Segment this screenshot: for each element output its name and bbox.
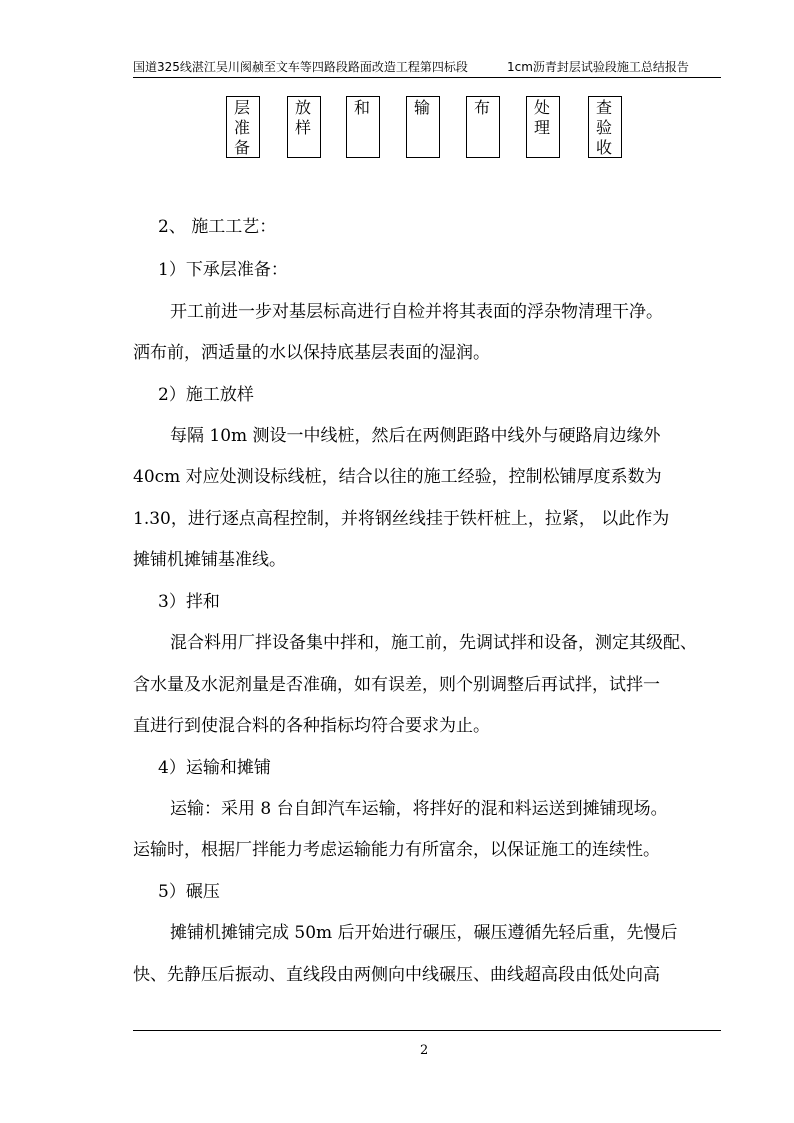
paragraph-line: 直进行到使混合料的各种指标均符合要求为止。 bbox=[133, 716, 490, 736]
flow-box-7 bbox=[588, 96, 622, 158]
paragraph-line: 摊铺机摊铺基准线。 bbox=[133, 550, 286, 570]
page-number: 2 bbox=[420, 1043, 429, 1058]
subheading: 5）碾压 bbox=[158, 882, 220, 902]
paragraph-line: 含水量及水泥剂量是否准确，如有误差，则个别调整后再试拌，试拌一 bbox=[133, 675, 660, 695]
flow-box-char: 查 bbox=[596, 98, 613, 117]
flow-box-char: 验 bbox=[596, 118, 613, 137]
flow-box-5 bbox=[466, 96, 500, 158]
flow-box-1 bbox=[226, 96, 260, 158]
flow-box-char: 放 bbox=[295, 98, 312, 117]
subheading: 4）运输和摊铺 bbox=[158, 758, 271, 778]
flow-box-char: 样 bbox=[295, 118, 312, 137]
paragraph-line: 开工前进一步对基层标高进行自检并将其表面的浮杂物清理干净。 bbox=[170, 302, 663, 322]
flow-box-char: 布 bbox=[474, 98, 491, 117]
subheading: 3）拌和 bbox=[158, 592, 220, 612]
flow-box-char: 理 bbox=[534, 118, 551, 137]
subheading: 2）施工放样 bbox=[158, 385, 254, 405]
paragraph-line: 1.30，进行逐点高程控制，并将钢丝线挂于铁杆桩上，拉紧， 以此作为 bbox=[133, 509, 670, 529]
header-divider bbox=[133, 77, 721, 78]
flow-box-char: 层 bbox=[234, 98, 251, 117]
flow-box-char: 收 bbox=[596, 138, 613, 157]
flow-box-char: 输 bbox=[414, 98, 431, 117]
paragraph-line: 快、先静压后振动、直线段由两侧向中线碾压、曲线超高段由低处向高 bbox=[133, 965, 660, 985]
flow-box-2 bbox=[287, 96, 321, 158]
flow-box-6 bbox=[526, 96, 560, 158]
paragraph-line: 40cm 对应处测设标线桩，结合以往的施工经验，控制松铺厚度系数为 bbox=[133, 467, 662, 487]
paragraph-line: 混合料用厂拌设备集中拌和，施工前，先调试拌和设备，测定其级配、 bbox=[170, 633, 697, 653]
flow-box-char: 处 bbox=[534, 98, 551, 117]
header-report-title: 1cm沥青封层试验段施工总结报告 bbox=[507, 60, 689, 74]
flow-box-4 bbox=[406, 96, 440, 158]
paragraph-line: 运输时，根据厂拌能力考虑运输能力有所富余，以保证施工的连续性。 bbox=[133, 840, 660, 860]
flow-box-char: 和 bbox=[354, 98, 371, 117]
flow-box-3 bbox=[346, 96, 380, 158]
section-heading: 2、 施工工艺： bbox=[158, 217, 277, 237]
paragraph-line: 每隔 10m 测设一中线桩，然后在两侧距路中线外与硬路肩边缘外 bbox=[170, 426, 661, 446]
subheading: 1）下承层准备： bbox=[158, 260, 288, 280]
flow-box-char: 准 bbox=[234, 118, 251, 137]
paragraph-line: 摊铺机摊铺完成 50m 后开始进行碾压，碾压遵循先轻后重，先慢后 bbox=[170, 923, 678, 943]
header-project-title: 国道325线湛江吴川阂赪至文车等四路段路面改造工程第四标段 bbox=[133, 60, 468, 74]
footer-divider bbox=[133, 1030, 721, 1031]
paragraph-line: 运输：采用 8 台自卸汽车运输，将拌好的混和料运送到摊铺现场。 bbox=[170, 799, 668, 819]
paragraph-line: 洒布前，洒适量的水以保持底基层表面的湿润。 bbox=[133, 343, 490, 363]
flow-box-char: 备 bbox=[234, 138, 251, 157]
